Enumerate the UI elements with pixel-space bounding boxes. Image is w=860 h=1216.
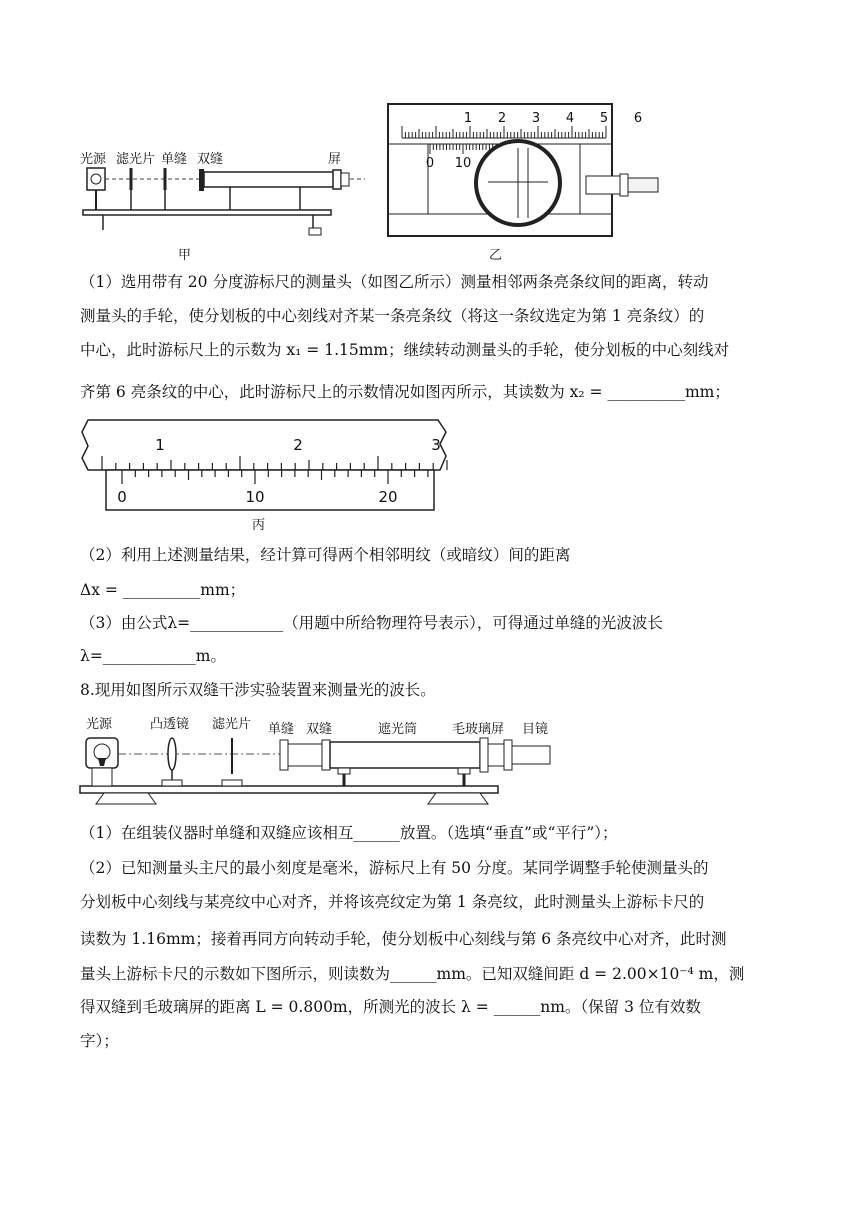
label-light-source: 光源 — [80, 152, 107, 167]
q8-title: 8.现用如图所示双缝干涉实验装置来测量光的波长。 — [80, 681, 436, 699]
main-scale-number: 3 — [431, 436, 441, 454]
label-light-source-8: 光源 — [86, 717, 113, 732]
apparatus-q8-drawing — [76, 730, 556, 812]
label-light-shield-tube: 遮光筒 — [378, 722, 418, 737]
caption-yi: 乙 — [489, 248, 503, 263]
q7-p2-line2: Δx = __________mm； — [80, 581, 246, 599]
main-scale-number: 5 — [599, 111, 609, 126]
label-double-slit: 双缝 — [197, 152, 224, 167]
label-single-slit: 单缝 — [161, 152, 188, 167]
q8-p2-line3: 读数为 1.16mm；接着再同方向转动手轮，使分划板中心刻线与第 6 条亮纹中心对齐，此时测 — [80, 930, 727, 948]
vernier-number: 20 — [378, 488, 398, 506]
q8-p1: （1）在组装仪器时单缝和双缝应该相互______放置。（选填“垂直”或“平行”）； — [80, 824, 618, 842]
q8-p2-line4: 量头上游标卡尺的示数如下图所示，则读数为______mm。已知双缝间距 d = 2.00×10⁻⁴ m，测 — [80, 965, 745, 983]
vernier-number: 0 — [117, 488, 127, 506]
vernier-number: 10 — [245, 488, 265, 506]
measuring-head-yi-drawing — [388, 104, 658, 238]
q8-p2-line1: （2）已知测量头主尺的最小刻度是毫米，游标尺上有 50 分度。某同学调整手轮使测量头的 — [80, 859, 709, 877]
main-scale-number: 1 — [463, 111, 473, 126]
label-convex-lens: 凸透镜 — [150, 717, 190, 732]
q7-p1-line2: 测量头的手轮，使分划板的中心刻线对齐某一条亮条纹（将这一条纹选定为第 1 亮条纹）的 — [80, 307, 705, 325]
main-scale-number: 1 — [155, 436, 165, 454]
label-double-slit-8: 双缝 — [306, 722, 333, 737]
main-scale-number: 2 — [497, 111, 507, 126]
label-eyepiece: 目镜 — [522, 722, 549, 737]
label-single-slit-8: 单缝 — [268, 722, 295, 737]
q7-p1-line4: 齐第 6 亮条纹的中心，此时游标尺上的示数情况如图丙所示，其读数为 x₂ = __________mm； — [80, 383, 730, 401]
q7-p3-line2: λ=____________m。 — [80, 647, 227, 665]
main-scale-number: 6 — [633, 111, 643, 126]
q7-p1-line1: （1）选用带有 20 分度游标尺的测量头（如图乙所示）测量相邻两条亮条纹间的距离，转动 — [80, 273, 709, 291]
q8-p2-line6: 字）； — [80, 1032, 119, 1050]
label-screen: 屏 — [328, 152, 342, 167]
label-filter: 滤光片 — [116, 152, 156, 167]
q7-p1-line3: 中心，此时游标尺上的示数为 x₁ = 1.15mm；继续转动测量头的手轮，使分划板的中心刻线对 — [80, 341, 730, 359]
label-frosted-screen: 毛玻璃屏 — [452, 722, 505, 737]
label-filter-8: 滤光片 — [212, 717, 252, 732]
q8-p2-line5: 得双缝到毛玻璃屏的距离 L = 0.800m，所测光的波长 λ = ______nm。（保留 3 位有效数 — [80, 998, 701, 1016]
caption-bing: 丙 — [252, 518, 266, 533]
q7-p2-line1: （2）利用上述测量结果，经计算可得两个相邻明纹（或暗纹）间的距离 — [80, 546, 571, 564]
main-scale-number: 3 — [531, 111, 541, 126]
vernier-number: 10 — [454, 156, 472, 171]
vernier-number: 0 — [425, 156, 435, 171]
main-scale-number: 2 — [293, 436, 303, 454]
q8-p2-line2: 分划板中心刻线与某亮纹中心对齐，并将该亮纹定为第 1 条亮纹，此时测量头上游标卡尺的 — [80, 893, 705, 911]
main-scale-number: 4 — [565, 111, 575, 126]
apparatus-jia-drawing — [75, 160, 375, 240]
caption-jia: 甲 — [178, 248, 192, 263]
vernier-bing-drawing — [78, 418, 458, 518]
q7-p3-line1: （3）由公式λ=____________（用题中所给物理符号表示），可得通过单缝的光波波长 — [80, 614, 663, 632]
